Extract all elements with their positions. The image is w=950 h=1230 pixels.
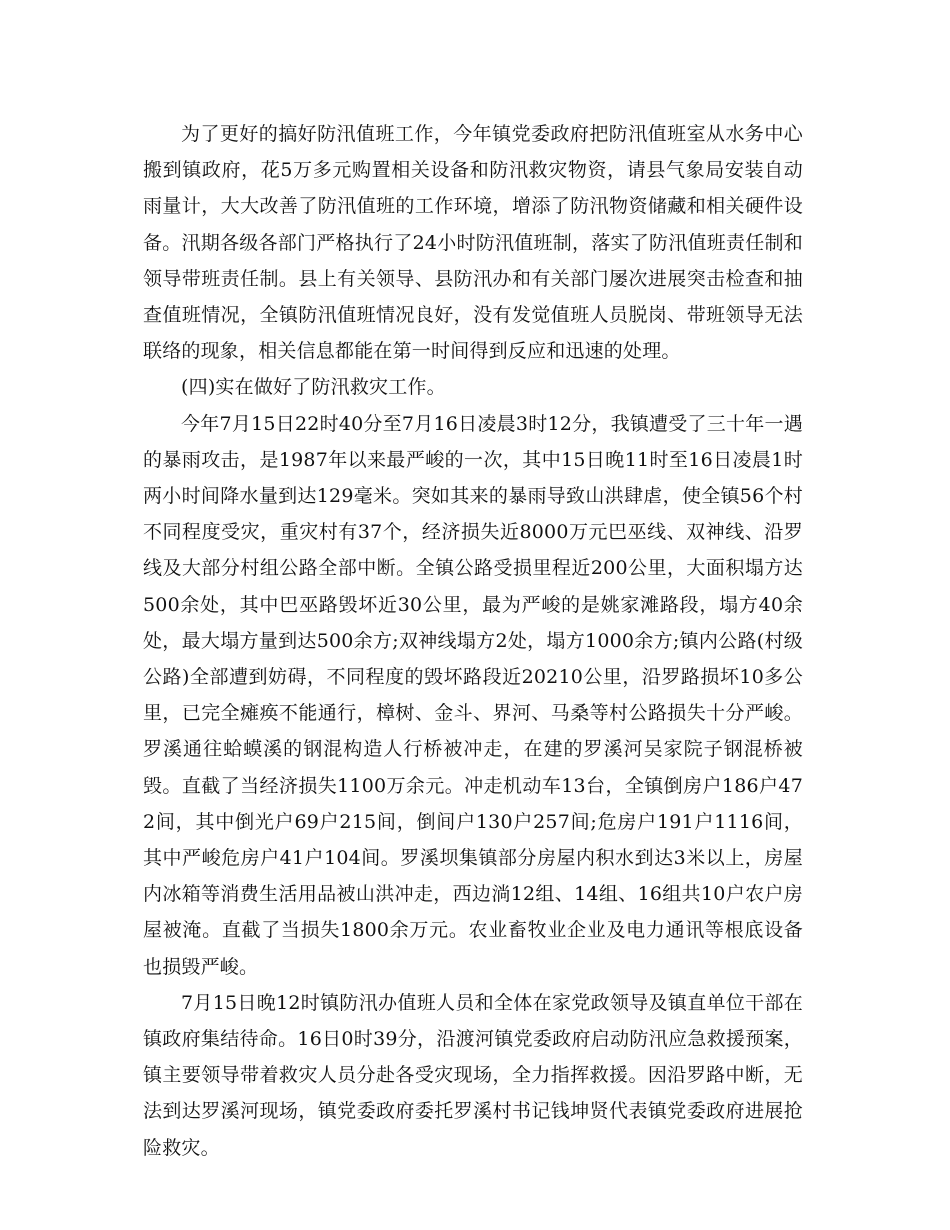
paragraph-emergency-response: 7月15日晚12时镇防汛办值班人员和全体在家党政领导及镇直单位干部在镇政府集结待命。16日0时39分，沿渡河镇党委政府启动防汛应急救援预案，镇主要领导带着救灾人员分赴各受灾现场，全力指挥救援。因沿罗路中断，无法到达罗溪河现场，镇党委政府委托罗溪村书记钱坤贤代表镇党委政府进展抢险救灾。	[143, 991, 803, 1159]
document-page	[143, 116, 803, 1166]
paragraph-rainstorm-damage: 今年7月15日22时40分至7月16日凌晨3时12分，我镇遭受了三十年一遇的暴雨攻击，是1987年以来最严峻的一次，其中15日晚11时至16日凌晨1时两小时间降水量到达129毫米。突如其来的暴雨导致山洪肆虐，使全镇56个村不同程度受灾，重灾村有37个，经济损失近8000万元巴巫线、双神线、沿罗线及大部分村组公路全部中断。全镇公路受损里程近200公里，大面积塌方达500余处，其中巴巫路毁坏近30公里，最为严峻的是姚家滩路段，塌方40余处，最大塌方量到达500余方;双神线塌方2处，塌方1000余方;镇内公路(村级公路)全部遭到妨碍，不同程度的毁坏路段近20210公里，沿罗路损坏10多公里，已完全瘫痪不能通行，樟树、金斗、界河、马桑等村公路损失十分严峻。罗溪通往蛤蟆溪的钢混构造人行桥被冲走，在建的罗溪河吴家院子钢混桥被毁。直截了当经济损失1100万余元。冲走机动车13台，全镇倒房户186户472间，其中倒光户69户215间，倒间户130户257间;危房户191户1116间，其中严峻危房户41户104间。罗溪坝集镇部分房屋内积水到达3米以上，房屋内冰箱等消费生活用品被山洪冲走，西边淌12组、14组、16组共10户农户房屋被淹。直截了当损失1800余万元。农业畜牧业企业及电力通讯等根底设备也损毁严峻。	[143, 412, 803, 978]
paragraph-duty-work: 为了更好的搞好防汛值班工作，今年镇党委政府把防汛值班室从水务中心搬到镇政府，花5万多元购置相关设备和防汛救灾物资，请县气象局安装自动雨量计，大大改善了防汛值班的工作环境，增添了防汛物资储藏和相关硬件设备。汛期各级各部门严格执行了24小时防汛值班制，落实了防汛值班责任制和领导带班责任制。县上有关领导、县防汛办和有关部门屡次进展突击检查和抽查值班情况，全镇防汛值班情况良好，没有发觉值班人员脱岗、带班领导无法联络的现象，相关信息都能在第一时间得到反应和迅速的处理。	[143, 123, 803, 363]
section-heading-disaster-relief: (四)实在做好了防汛救灾工作。	[181, 376, 446, 399]
